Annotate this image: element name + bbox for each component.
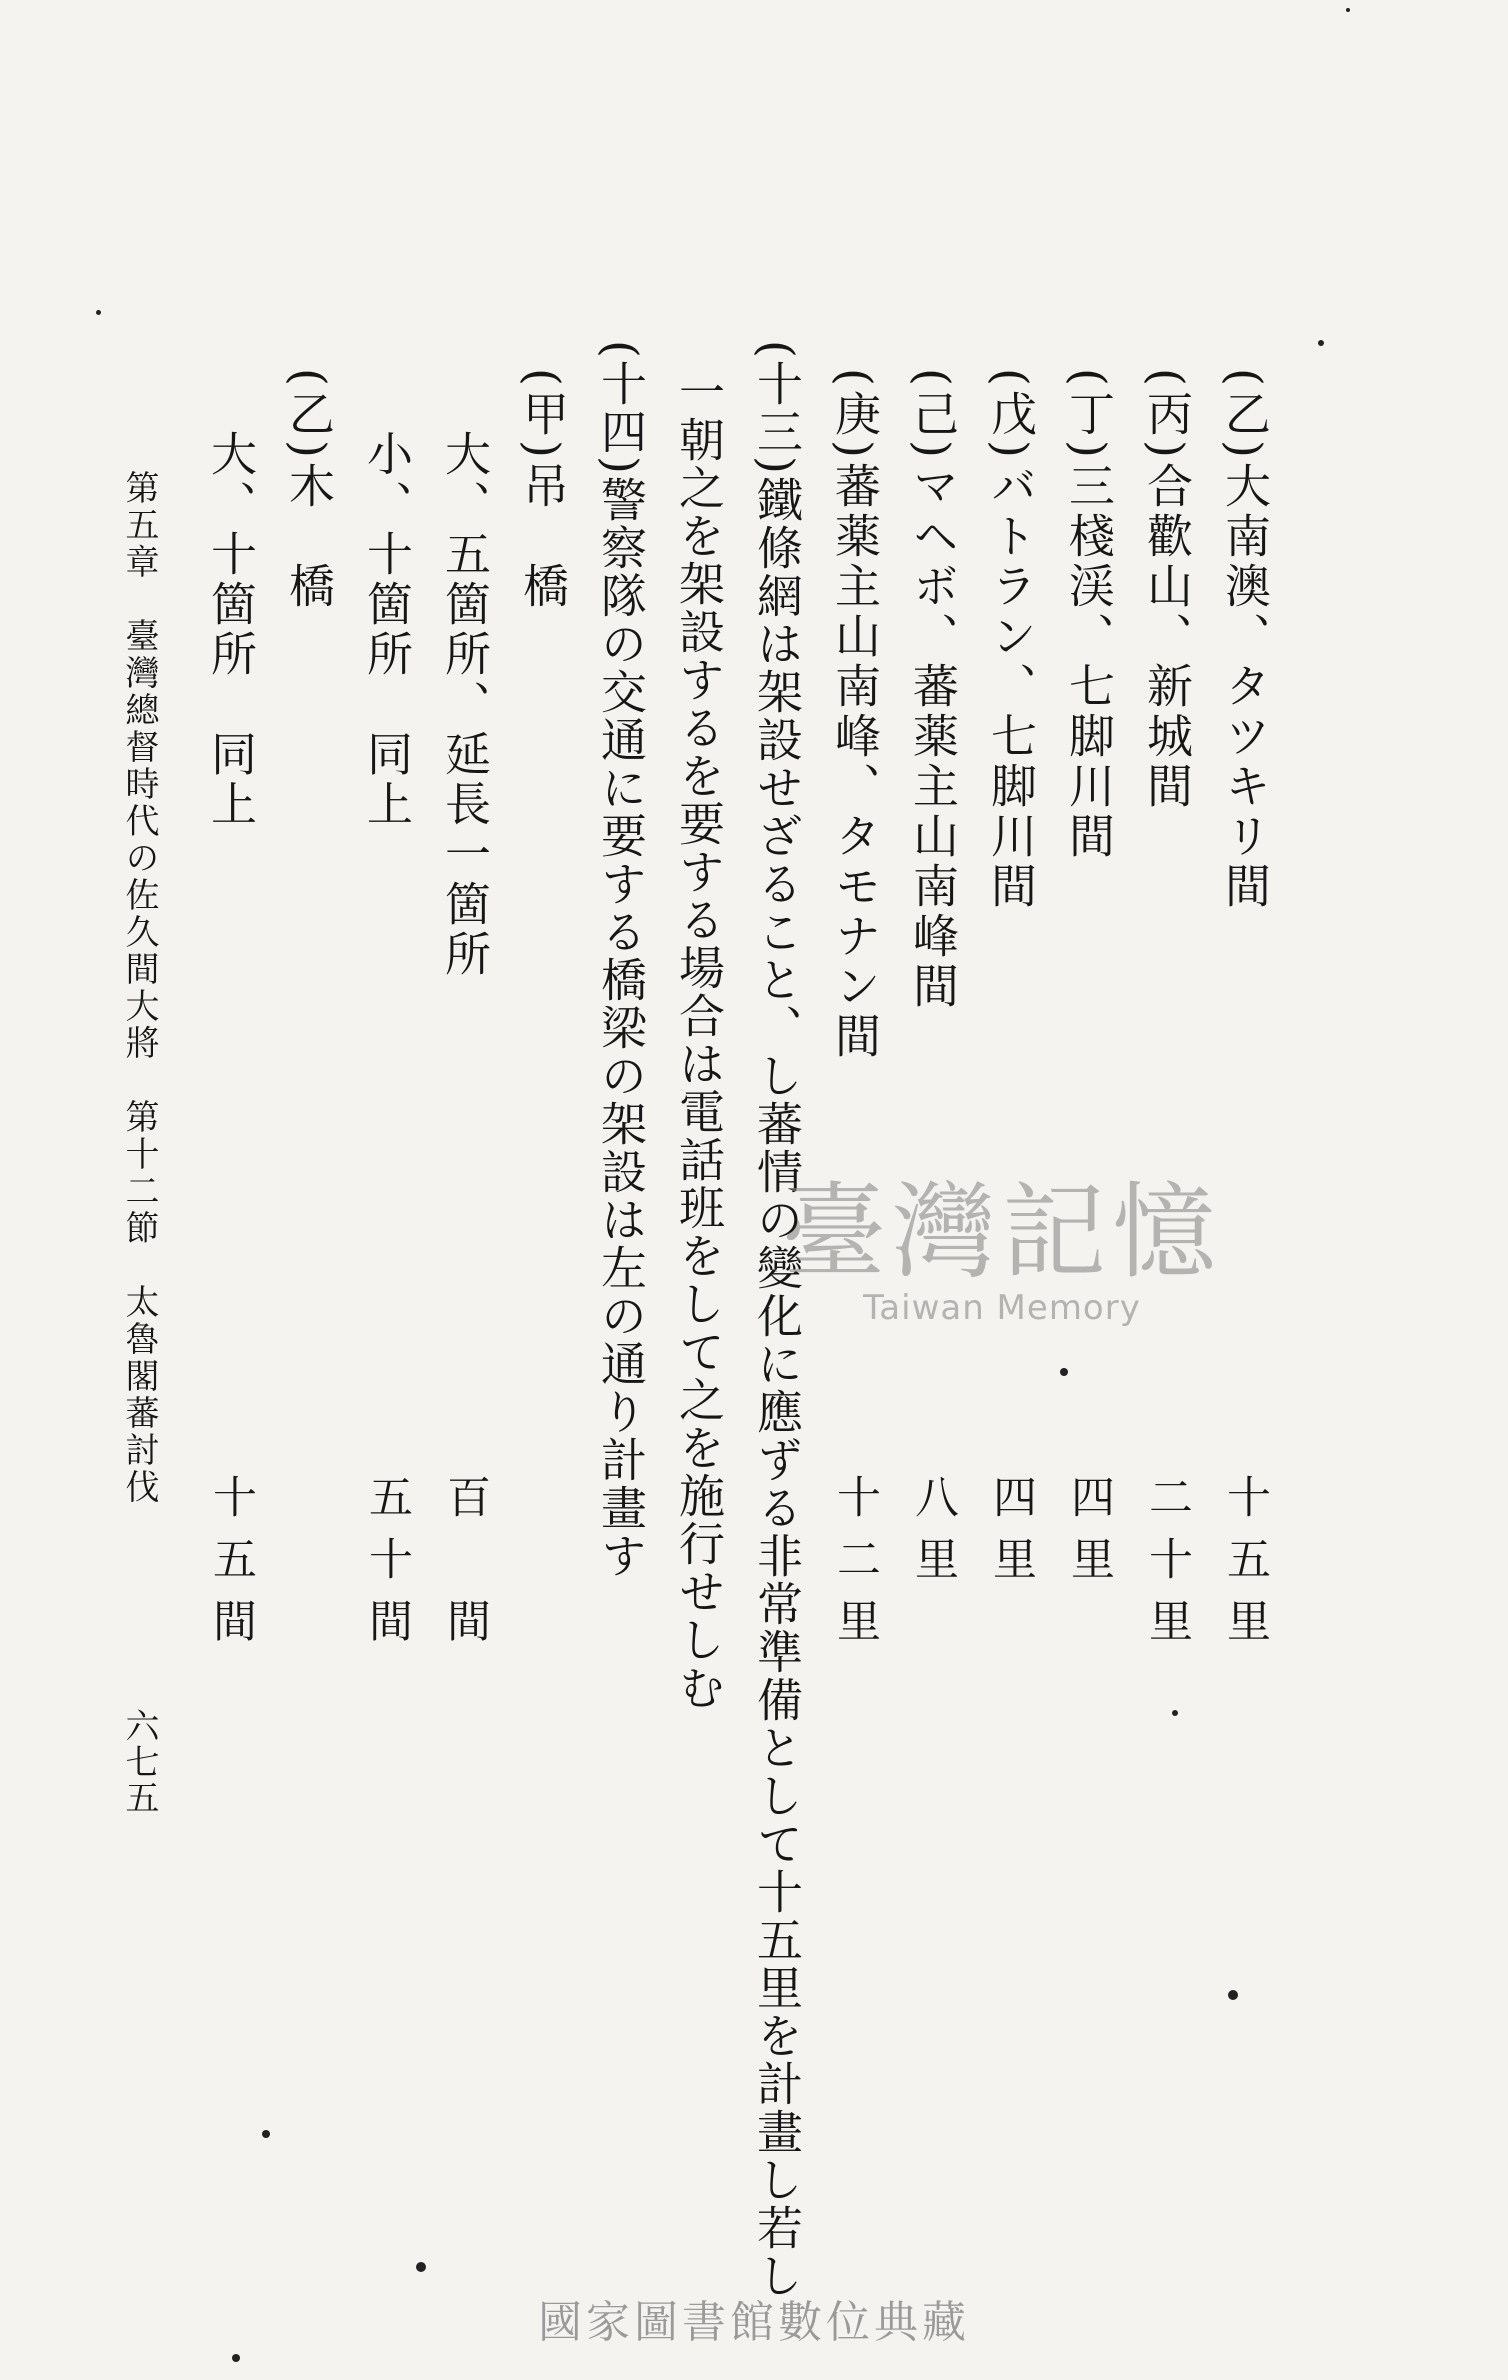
scan-speck [1060,1368,1068,1376]
running-head: 第五章 臺灣總督時代の佐久間大將 第十二節 太魯閣蕃討伐 [119,470,159,1506]
text-column-7: (十三)鐵條網は架設せざること、し蕃情の變化に應ずる非常準備として十五里を計畫し若し [750,340,804,2300]
scan-speck [96,310,101,315]
page-number: 六七五 [119,1708,159,1816]
distance-column-5: 八里 [907,1474,958,1598]
scan-speck [1318,340,1324,346]
text-column-4: (戊)バトラン、七脚川間 [984,368,1038,912]
scan-speck [1228,1990,1238,2000]
text-column-5: (己)マヘボ、蕃薬主山南峰間 [906,368,960,1012]
library-footer: 國家圖書館數位典藏 [538,2297,970,2348]
distance-column-4: 四里 [985,1474,1036,1598]
text-column-14: 大、十箇所 同上 [204,430,258,830]
scan-speck [1346,8,1350,12]
scan-speck [1172,1710,1178,1716]
distance-column-11: 百 間 [439,1474,490,1660]
scan-speck [416,2262,426,2272]
text-column-11: 大、五箇所、延長一箇所 [438,430,492,980]
distance-column-6: 十二里 [829,1474,880,1660]
text-column-12: 小、十箇所 同上 [360,430,414,830]
distance-column-1: 十五里 [1219,1474,1270,1660]
distance-column-14: 十五間 [205,1474,256,1660]
text-column-8: 一朝之を架設するを要する場合は電話班をして之を施行せしむ [672,368,726,1712]
text-column-2: (丙)合歡山、新城間 [1140,368,1194,812]
text-column-6: (庚)蕃薬主山南峰、タモナン間 [828,368,882,1062]
watermark-main: 臺灣記憶 [781,1171,1222,1293]
scan-speck [232,2354,240,2362]
watermark-sub: Taiwan Memory [863,1288,1141,1328]
distance-column-3: 四里 [1063,1474,1114,1598]
text-column-3: (丁)三棧渓、七脚川間 [1062,368,1116,862]
text-column-9: (十四)警察隊の交通に要する橋梁の架設は左の通り計畫す [594,340,648,1580]
text-column-13: (乙)木 橋 [282,368,336,612]
distance-column-2: 二十里 [1141,1474,1192,1660]
scan-speck [262,2130,270,2138]
taiwan-memory-watermark [752,1171,1252,1328]
text-column-1: (乙)大南澳、タツキリ間 [1218,368,1272,912]
text-column-10: (甲)吊 橋 [516,368,570,612]
distance-column-12: 五十間 [361,1474,412,1660]
